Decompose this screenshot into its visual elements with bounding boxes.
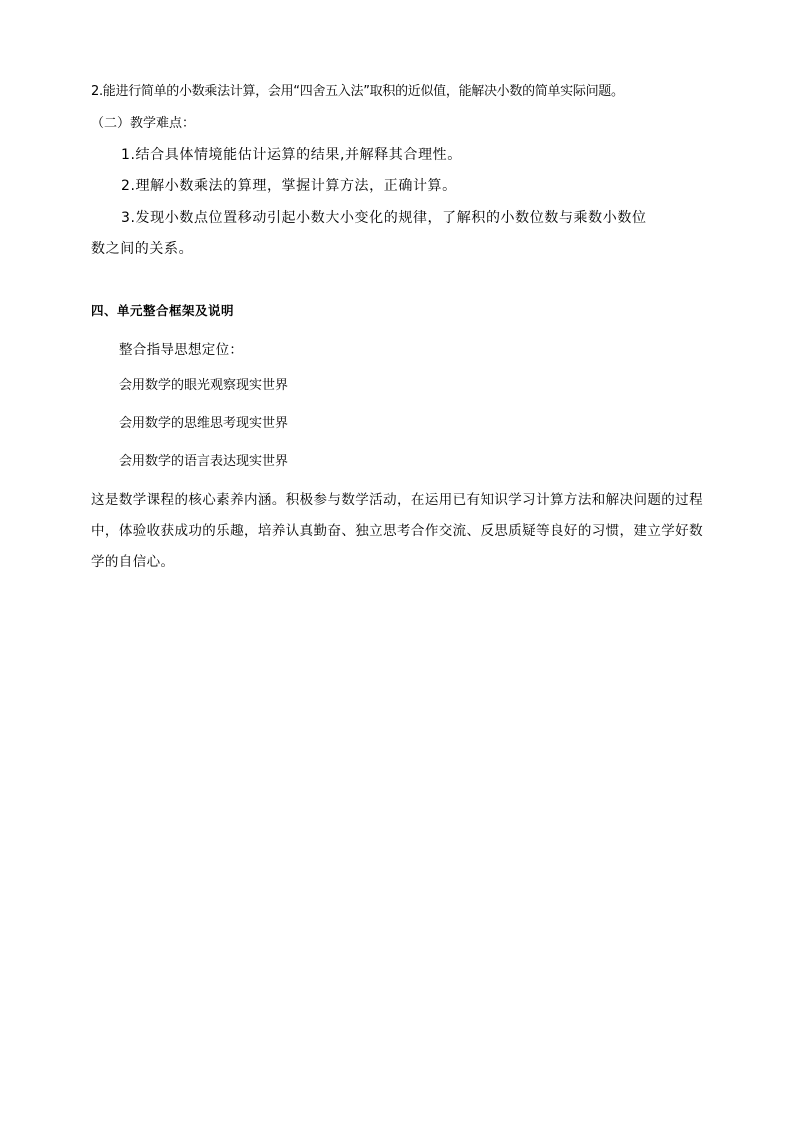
difficulty-item-3-line-1: 3.发现小数点位置移动引起小数大小变化的规律，了解积的小数位数与乘数小数位: [121, 210, 647, 226]
guiding-idea-label: 整合指导思想定位：: [119, 342, 244, 358]
section-4-heading: 四、单元整合框架及说明: [91, 303, 235, 318]
difficulties-heading: （二）教学难点：: [91, 116, 196, 131]
difficulty-item-2: 2.理解小数乘法的算理，掌握计算方法，正确计算。: [121, 178, 457, 194]
guiding-idea-item-3: 会用数学的语言表达现实世界: [119, 454, 289, 469]
teaching-goal-2: 2.能进行简单的小数乘法计算，会用“四舍五入法”取积的近似值，能解决小数的简单实际问题。: [91, 84, 624, 99]
difficulty-item-1: 1.结合具体情境能估计运算的结果,并解释其合理性。: [121, 147, 462, 163]
difficulty-item-3-line-2: 数之间的关系。: [91, 241, 194, 257]
guiding-idea-item-2: 会用数学的思维思考现实世界: [119, 416, 289, 431]
core-literacy-paragraph: 这是数学课程的核心素养内涵。积极参与数学活动，在运用已有知识学习计算方法和解决问题的过程中，体验收获成功的乐趣，培养认真勤奋、独立思考合作交流、反思质疑等良好的习惯，建立学好数学的自信心。: [91, 492, 703, 570]
guiding-idea-item-1: 会用数学的眼光观察现实世界: [119, 378, 289, 393]
